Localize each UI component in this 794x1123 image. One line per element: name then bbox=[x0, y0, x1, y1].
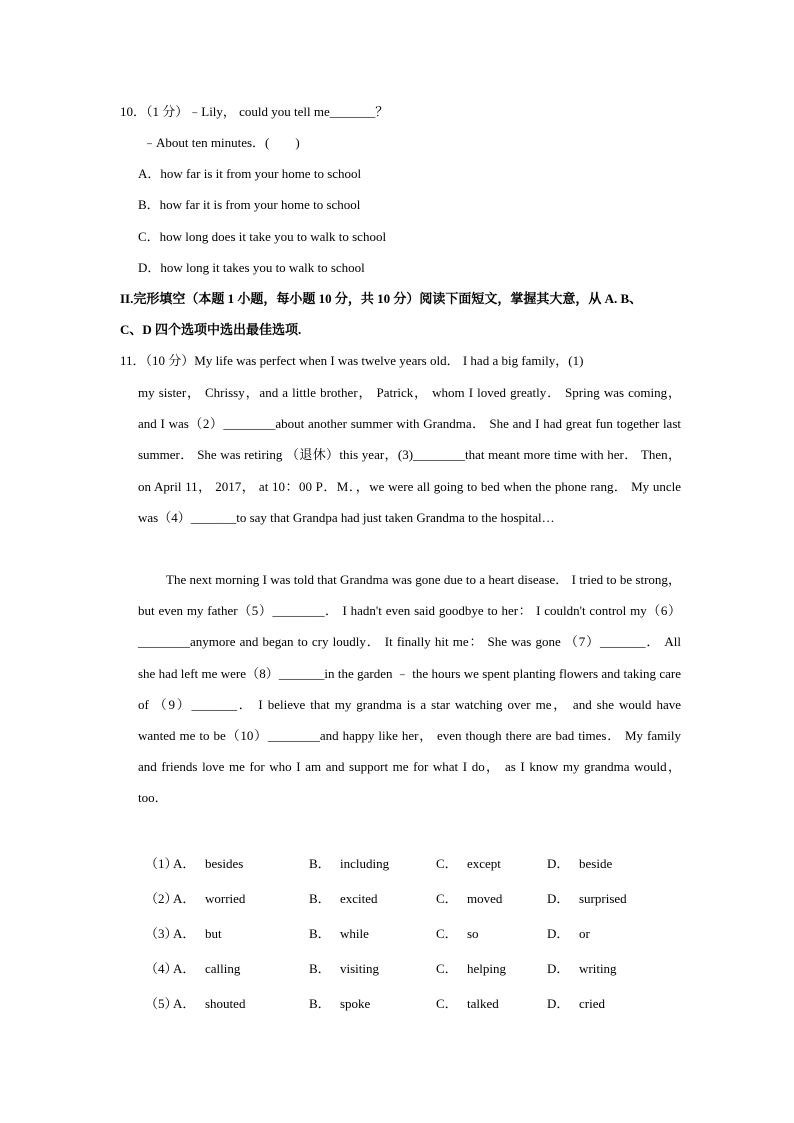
choice-d-letter: D． bbox=[547, 926, 570, 941]
q10-stem: 10．（1 分）﹣Lily， could you tell me_______？ bbox=[120, 104, 389, 119]
choice-c-text: helping bbox=[467, 961, 506, 976]
choice-d-letter: D． bbox=[547, 891, 570, 906]
choice-c-text: so bbox=[467, 926, 479, 941]
choice-d-text: surprised bbox=[579, 891, 627, 906]
choice-d-letter: D． bbox=[547, 961, 570, 976]
q10-option-a: A．how far is it from your home to school bbox=[138, 166, 362, 181]
q11-paragraph-2: The next morning I was told that Grandma was gone due to a heart disease． I tried to be strong，but even my father（5）________． I hadn't even said goodbye to her： I couldn't control my（6）________anymore and began to cry loudly． It finally hit me： She was gone （7）_______． All she had left me were（8）_______in the garden ﹣ the hours we spent planting flowers and taking care of （9）_______． I believe that my grandma is a star watching over me， and she would have wanted me to be（10）________and happy like her， even though there are bad times． My family and friends love me for who I am and support me for what I do， as I know my grandma would， too． bbox=[138, 572, 681, 806]
choice-c-text: moved bbox=[467, 891, 503, 906]
section-2-line-1: II.完形填空（本题 1 小题，每小题 10 分，共 10 分）阅读下面短文，掌握其大意，从 A. B、 bbox=[120, 291, 643, 306]
choice-d-letter: D． bbox=[547, 856, 570, 871]
choice-a-text: shouted bbox=[205, 996, 246, 1011]
choice-d-text: beside bbox=[579, 856, 613, 871]
choice-b-letter: B． bbox=[309, 926, 331, 941]
choice-a-letter: A． bbox=[173, 926, 196, 941]
choice-b-letter: B． bbox=[309, 961, 331, 976]
choice-b-text: visiting bbox=[340, 961, 380, 976]
choice-number: （4） bbox=[145, 961, 178, 976]
choice-d-text: cried bbox=[579, 996, 605, 1011]
choice-a-letter: A． bbox=[173, 961, 196, 976]
choice-a-text: besides bbox=[205, 856, 244, 871]
choice-row bbox=[145, 995, 705, 1013]
q10-reply: ﹣About ten minutes．( ) bbox=[143, 135, 300, 150]
section-2-line-2: C、D 四个选项中选出最佳选项. bbox=[120, 322, 302, 337]
choice-row bbox=[145, 855, 705, 873]
choice-d-text: writing bbox=[579, 961, 617, 976]
q10-option-b: B．how far it is from your home to school bbox=[138, 197, 361, 212]
q10-option-c: C．how long does it take you to walk to school bbox=[138, 229, 387, 244]
choice-c-letter: C． bbox=[436, 926, 458, 941]
choice-c-letter: C． bbox=[436, 961, 458, 976]
choice-c-letter: C． bbox=[436, 891, 458, 906]
choice-b-text: excited bbox=[340, 891, 378, 906]
choice-a-text: but bbox=[205, 926, 222, 941]
choice-b-text: spoke bbox=[340, 996, 371, 1011]
choice-a-letter: A． bbox=[173, 891, 196, 906]
choice-a-letter: A． bbox=[173, 856, 196, 871]
choice-number: （5） bbox=[145, 996, 178, 1011]
choice-number: （3） bbox=[145, 926, 178, 941]
choice-d-text: or bbox=[579, 926, 590, 941]
choice-number: （1） bbox=[145, 856, 178, 871]
choice-b-text: while bbox=[340, 926, 369, 941]
choice-a-letter: A． bbox=[173, 996, 196, 1011]
choice-c-letter: C． bbox=[436, 996, 458, 1011]
choice-c-letter: C． bbox=[436, 856, 458, 871]
choice-row bbox=[145, 960, 705, 978]
choice-a-text: calling bbox=[205, 961, 241, 976]
choice-d-letter: D． bbox=[547, 996, 570, 1011]
choice-number: （2） bbox=[145, 891, 178, 906]
q11-paragraph-1: my sister， Chrissy，and a little brother， Patrick， whom I loved greatly． Spring was coming， and I was（2）________about another summer with Grandma． She and I had great fun together last summer． She was retiring （退休）this year，(3)________that meant more time with her． Then， on April 11， 2017， at 10：00 P．M．，we were all going to bed when the phone rang． My uncle was（4）_______to say that Grandpa had just taken Grandma to the hospital… bbox=[138, 385, 681, 525]
choice-row bbox=[145, 925, 705, 943]
choice-a-text: worried bbox=[205, 891, 246, 906]
choice-row bbox=[145, 890, 705, 908]
choice-b-letter: B． bbox=[309, 996, 331, 1011]
q10-option-d: D．how long it takes you to walk to school bbox=[138, 260, 365, 275]
choice-b-text: including bbox=[340, 856, 390, 871]
choice-b-letter: B． bbox=[309, 856, 331, 871]
choice-b-letter: B． bbox=[309, 891, 331, 906]
choice-c-text: talked bbox=[467, 996, 499, 1011]
q11-first-line: 11．（10 分）My life was perfect when I was twelve years old． I had a big family，(1) bbox=[120, 353, 584, 368]
choice-c-text: except bbox=[467, 856, 501, 871]
